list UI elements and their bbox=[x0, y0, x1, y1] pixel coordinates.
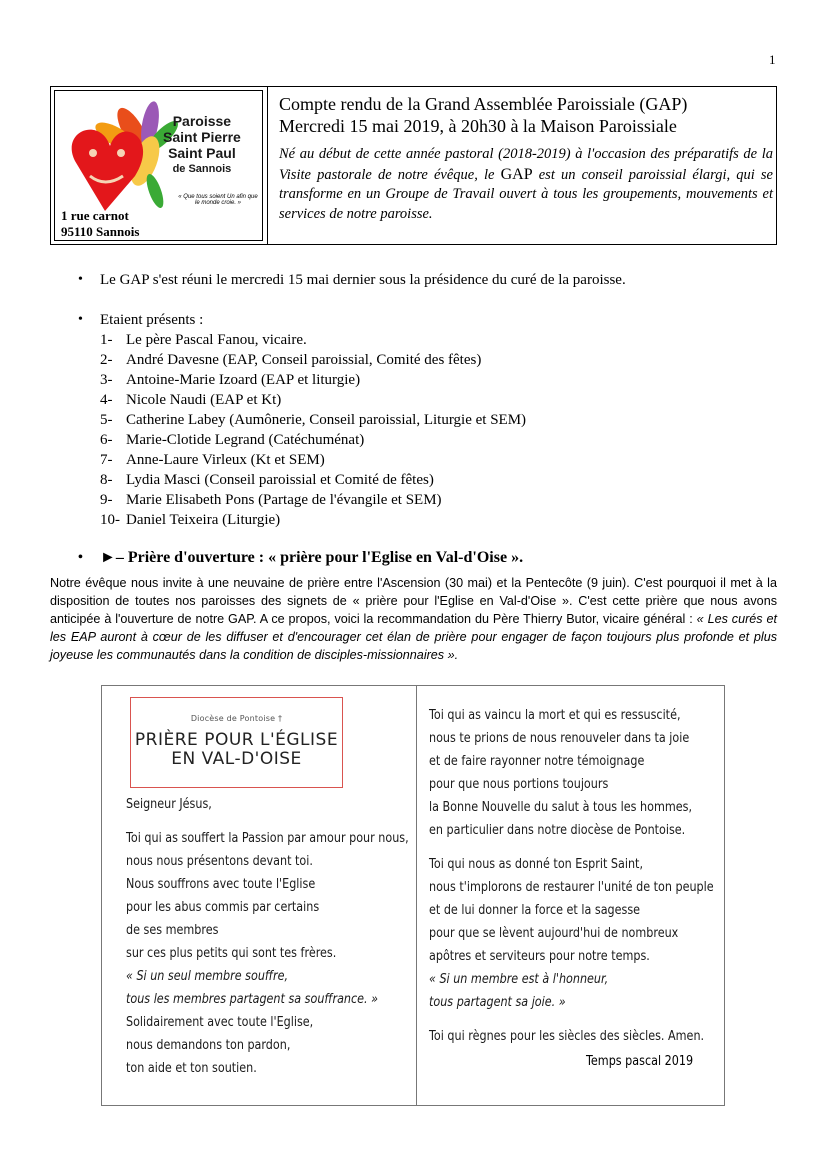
prayer-right-column: Toi qui as vaincu la mort et qui es ressuscité, nous te prions de nous renouveler dans ta joie et de faire rayonner notre témoignage pour que nous portions toujours la Bonne Nouvelle du salut à tous les hommes, en particulier dans notre diocèse de Pontoise. Toi qui nous as donné ton Esprit Saint, nous t'implorons de restaurer l'unité de ton peuple et de lui donner la force et la sagesse pour que se lèvent aujourd'hui de nombreux apôtres et serviteurs pour notre temps. « Si un membre est à l'honneur, tous partagent sa joie. » Toi qui règnes pour les siècles des siècles. Amen. bbox=[429, 708, 714, 1044]
page-number: 1 bbox=[769, 52, 776, 67]
logo-motto: « Que tous soient Un afin que le monde croie. » bbox=[178, 194, 258, 206]
list-item: 2- André Davesne (EAP, Conseil paroissial, Comité des fêtes) bbox=[100, 352, 482, 368]
bullet-attendees bbox=[78, 310, 798, 530]
bishop-invitation-paragraph: Notre évêque nous invite à une neuvaine de prière entre l'Ascension (30 mai) et la Pentecôte (9 juin). C'est pourquoi il met à la disposition de toutes nos paroisses des signets de « prière pour l'Eglise en Val-d'Oise ». C'est cette prière que nous avons anticipée à l'ouverture de notre GAP. A ce propos, voici la recommandation du Père Thierry Butor, vicaire général : « Les curés et les EAP auront à cœur de les diffuser et d'encourager cet élan de prière pour engager de façon toujours plus profonde et plus joyeuse les communautés dans la condition de disciples-missionnaires ». bbox=[50, 576, 777, 662]
prayer-card bbox=[101, 685, 725, 1106]
logo-address: 1 rue carnot 95110 Sannois bbox=[61, 208, 140, 239]
meeting-details bbox=[78, 270, 798, 568]
list-item: 5- Catherine Labey (Aumônerie, Conseil paroissial, Liturgie et SEM) bbox=[100, 412, 527, 428]
diocese-title-box bbox=[130, 697, 343, 788]
attendees-label: • Etaient présents : bbox=[100, 312, 204, 328]
attendees-list bbox=[100, 330, 798, 530]
list-item: 7- Anne-Laure Virleux (Kt et SEM) bbox=[100, 452, 325, 468]
bullet-meeting: • Le GAP s'est réuni le mercredi 15 mai dernier sous la présidence du curé de la paroisse. bbox=[78, 270, 798, 290]
document-title: Compte rendu de la Grand Assemblée Paroissiale (GAP) Mercredi 15 mai 2019, à 20h30 à la Maison Paroissiale bbox=[279, 94, 688, 136]
list-item: 10- Daniel Teixeira (Liturgie) bbox=[100, 512, 281, 528]
list-item: 4- Nicole Naudi (EAP et Kt) bbox=[100, 392, 282, 408]
list-item: 6- Marie-Clotide Legrand (Catéchuménat) bbox=[100, 432, 365, 448]
prayer-title: PRIÈRE POUR L'ÉGLISE EN VAL-D'OISE bbox=[134, 730, 339, 769]
list-item: 8- Lydia Masci (Conseil paroissial et Comité de fêtes) bbox=[100, 472, 434, 488]
list-item: 1- Le père Pascal Fanou, vicaire. bbox=[100, 332, 307, 348]
gap-introduction: Né au début de cette année pastoral (2018-2019) à l'occasion des préparatifs de la Visite pastorale de notre évêque, le GAP est un conseil paroissial élargi, qui se transforme en un Groupe de Travail ouvert à tous les groupements, mouvements et services de notre paroisse. bbox=[279, 146, 773, 222]
logo-parish-name: Paroisse Saint Pierre Saint Paul de Sannois bbox=[163, 113, 241, 175]
prayer-left-column: Seigneur Jésus, Toi qui as souffert la Passion par amour pour nous, nous nous présentons devant toi. Nous souffrons avec toute l'Eglise pour les abus commis par certains de ses membres sur ces plus petits qui sont tes frères. « Si un seul membre souffre, tous les membres partagent sa souffrance. » Solidairement avec toute l'Eglise, nous demandons ton pardon, ton aide et ton soutien. bbox=[126, 797, 409, 1076]
list-item: 9- Marie Elisabeth Pons (Partage de l'évangile et SEM) bbox=[100, 492, 442, 508]
parish-logo bbox=[51, 87, 268, 244]
header-text bbox=[279, 93, 773, 224]
header-box bbox=[50, 86, 777, 245]
card-divider bbox=[416, 686, 417, 1105]
cross-icon: † bbox=[277, 714, 283, 723]
list-item: 3- Antoine-Marie Izoard (EAP et liturgie) bbox=[100, 372, 361, 388]
prayer-signoff: Temps pascal 2019 bbox=[586, 1054, 694, 1069]
diocese-name: Diocèse de Pontoise † bbox=[190, 714, 283, 723]
prayer-heading: • ►– Prière d'ouverture : « prière pour l'Eglise en Val-d'Oise ». bbox=[78, 548, 798, 568]
